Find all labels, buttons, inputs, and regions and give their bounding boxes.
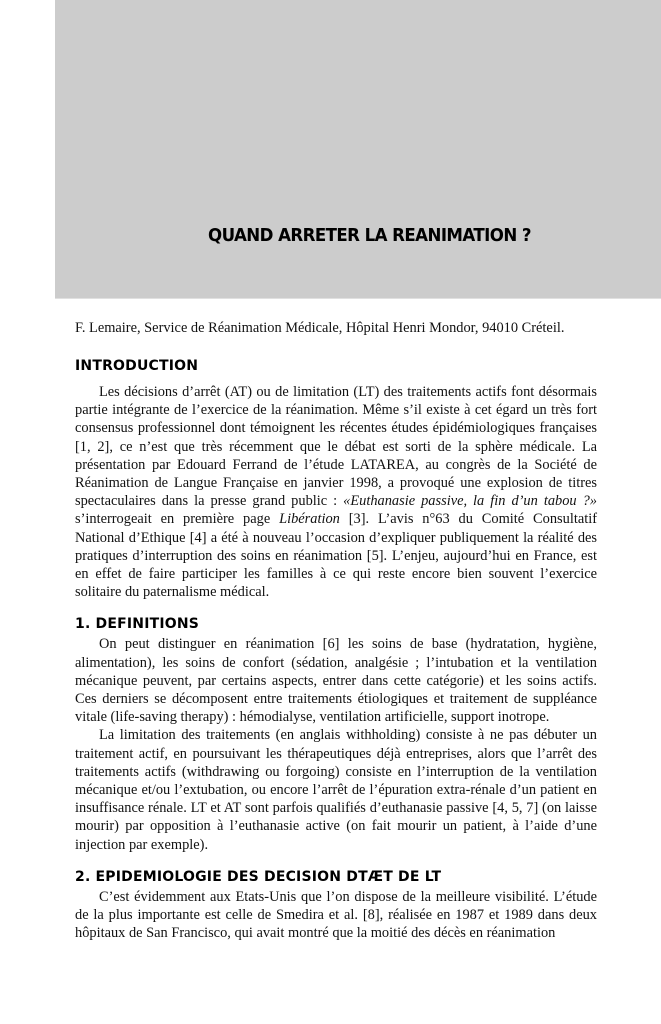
section-heading-definitions: 1. DEFINITIONS xyxy=(75,616,200,633)
text-run: [3]. L’avis n°63 du Comité Consultatif National d’Ethique [4] a été à nouveau l’occasion d’expliquer publiquement la réalité des pratiques d’interruption des soins en réanimation [5]. L’enjeu, aujourd’hui en France, est en effet de faire participer les familles à ce qui reste encore bien souvent l’exercice solitaire du paternalisme médical. xyxy=(75,511,597,601)
author-affiliation: F. Lemaire, Service de Réanimation Médicale, Hôpital Henri Mondor, 94010 Créteil. xyxy=(75,320,565,336)
title-banner xyxy=(55,0,661,299)
definitions-paragraph-1: On peut distinguer en réanimation [6] les soins de base (hydratation, hygiène, alimentation), les soins de confort (sédation, analgésie ; l’intubation et la ventilation mécanique peuvent, par certains aspects, entrer dans cette catégorie) et les soins actifs. Ces derniers se décomposent entre traitements étiologiques et traitement de suppléance vitale (life-saving therapy) : hémodialyse, ventilation artificielle, support inotrope. xyxy=(75,636,597,726)
definitions-paragraph-2: La limitation des traitements (en anglais withholding) consiste à ne pas débuter un traitement actif, en poursuivant les thérapeutiques déjà entreprises, alors que l’arrêt des traitements actifs (withdrawing ou forgoing) consiste en l’interruption de la ventilation mécanique et/ou l’extubation, ou encore l’arrêt de l’épuration extra-rénale d’un patient en insuffisance rénale. LT et AT sont parfois qualifiés d’euthanasie passive [4, 5, 7] (on laisse mourir) par opposition à l’euthanasie active (on fait mourir un patient, à l’aide d’une injection par exemple). xyxy=(75,727,597,853)
section-heading-epidemiology: 2. EPIDEMIOLOGIE DES DECISION DTÆT DE LT xyxy=(75,868,442,885)
article-body xyxy=(75,319,597,942)
epidemiology-paragraph-1: C’est évidemment aux Etats-Unis que l’on dispose de la meilleure visibilité. L’étude de la plus importante est celle de Smedira et al. [8], réalisée en 1987 et 1989 dans deux hôpitaux de San Francisco, qui avait montré que la moitié des décès en réanimation xyxy=(75,888,597,942)
journal-name: Libération xyxy=(279,511,340,528)
page-title: QUAND ARRETER LA REANIMATION ? xyxy=(208,226,531,246)
text-run: s’interrogeait en première page xyxy=(75,511,280,528)
quoted-headline: «Euthanasie passive, la fin d’un tabou ?» xyxy=(343,493,597,510)
text-run: Les décisions d’arrêt (AT) ou de limitation (LT) des traitements actifs font désormais partie intégrante de l’exercice de la réanimation. Même s’il existe à cet égard un très fort consensus professionnel dont témoignent les récentes études épidémiologiques françaises [1, 2], ce n’est que très récemment que le débat est sorti de la sphère médicale. La présentation par Edouard Ferrand de l’étude LATAREA, au congrès de la Société de Réanimation de Langue Française en janvier 1998, a provoqué une explosion de titres spectaculaires dans la presse grand public : xyxy=(75,384,597,510)
introduction-paragraph xyxy=(75,383,597,601)
section-heading-introduction: INTRODUCTION xyxy=(75,358,199,374)
